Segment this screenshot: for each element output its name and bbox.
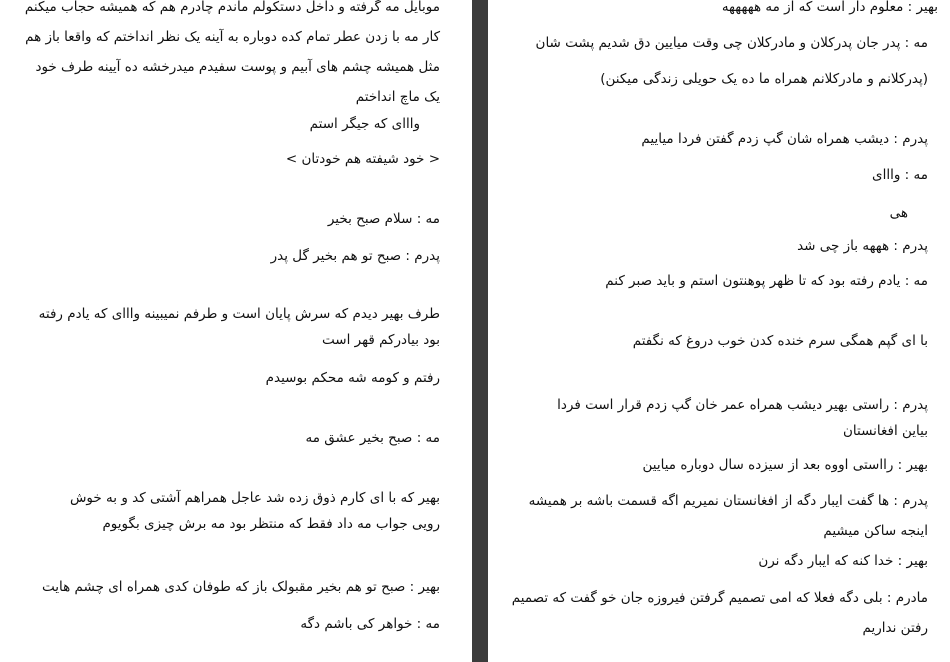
paragraph: وااای که جیگر استم [309, 116, 420, 132]
paragraph: بهیر : صبح تو هم بخیر مقبولک باز که طوفان کدی همراه ای چشم هایت [42, 579, 440, 595]
paragraph: مه : پدر جان پدرکلان و مادرکلان چی وقت میایین دق شدیم پشت شان [535, 35, 928, 51]
paragraph: پدرم : دیشب همراه شان گپ زدم گفتن فردا میاییم [641, 131, 928, 147]
paragraph: رفتم و کومه شه محکم بوسیدم [265, 370, 440, 386]
paragraph: بهیر : معلوم دار است که از مه هههههه [721, 0, 938, 15]
paragraph: مه : وااای [872, 167, 928, 183]
paragraph: بهیر که با ای کارم ذوق زده شد عاجل همراهم آشتی کد و به خوش رویی جواب مه داد فقط که منتظر بود مه برش چیزی بگویوم [69, 490, 440, 532]
paragraph: طرف بهیر دیدم که سرش پایان است و طرفم نمیبینه وااای که یادم رفته بود بیادرکم قهر است [38, 306, 440, 348]
paragraph: پدرم : ها گفت ایبار دگه از افغانستان نمیریم اگه قسمت باشه بر همیشه اینجه ساکن میشیم [528, 493, 928, 539]
paragraph: مه : سلام صبح بخیر [327, 211, 440, 227]
page-right [488, 0, 950, 662]
paragraph: مه : خواهر کی باشم دگه [300, 616, 440, 632]
paragraph: مادرم : بلی دگه فعلا که امی تصمیم گرفتن فیروزه جان خو گفت که تصمیم رفتن نداریم [511, 590, 928, 636]
paragraph: مه : صبح بخیر عشق مه [305, 430, 440, 446]
paragraph: مه : یادم رفته بود که تا ظهر پوهنتون استم و باید صبر کنم [605, 273, 928, 289]
paragraph: پدرم : هههه باز چی شد [797, 238, 928, 254]
paragraph: پدرم : راستی بهیر دیشب همراه عمر خان گپ زدم قرار است فردا بیاین افغانستان [557, 397, 928, 439]
paragraph: موبایل مه گرفته و داخل دستکولم ماندم چادرم هم که همیشه حجاب میکنم کار مه با زدن عطر تمام کده دوباره به آینه یک نظر انداختم که واقعا باز هم مثل همیشه چشم های آبیم و پوست سفیدم میدرخشه ده آیینه طرف خود یک ماچ انداختم [24, 0, 440, 105]
page-gutter [472, 0, 488, 662]
paragraph: پدرم : صبح تو هم بخیر گل پدر [270, 248, 440, 264]
paragraph: < خود شیفته هم خودتان > [285, 151, 440, 167]
paragraph: بهیر : خدا کنه که ایبار دگه نرن [758, 553, 928, 569]
paragraph: (پدرکلانم و مادرکلانم همراه ما ده یک حویلی زندگی میکنن) [600, 71, 928, 87]
paragraph: بهیر : رااستی اووه بعد از سیزده سال دوباره میایین [642, 457, 928, 473]
paragraph: با ای گپم همگی سرم خنده کدن خوب دروغ که نگفتم [632, 333, 928, 349]
page-left [0, 0, 472, 662]
paragraph: هی [889, 205, 908, 221]
